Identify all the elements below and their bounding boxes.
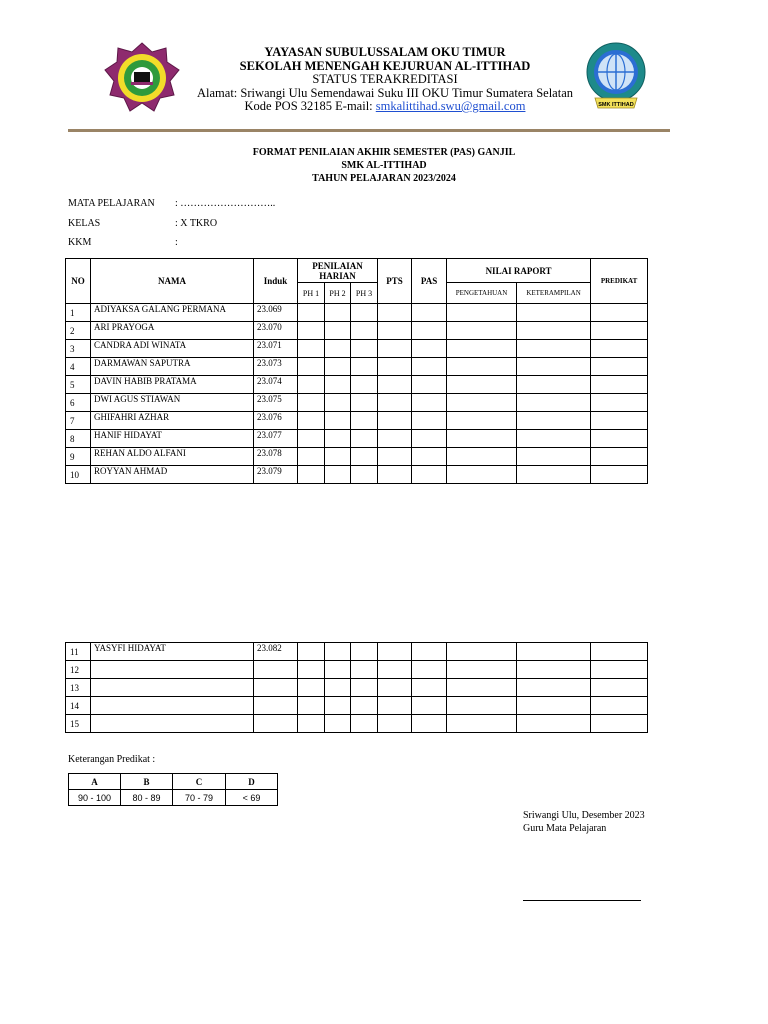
cell-predikat[interactable] [591, 466, 648, 484]
cell-keterampilan[interactable] [517, 376, 591, 394]
cell-pts[interactable] [378, 322, 412, 340]
row-number: 6 [66, 394, 91, 412]
predicate-grade: B [121, 774, 173, 790]
table-row [66, 340, 648, 358]
predicate-ranges-row [69, 790, 278, 806]
predicate-range: < 69 [226, 790, 278, 806]
student-induk: 23.076 [254, 412, 298, 430]
student-induk: 23.070 [254, 322, 298, 340]
cell-ph2[interactable] [325, 394, 351, 412]
student-induk: 23.069 [254, 304, 298, 322]
accreditation-status: STATUS TERAKREDITASI [312, 72, 458, 86]
signature-place-date: Sriwangi Ulu, Desember 2023 [523, 810, 645, 821]
cell-ph1[interactable] [298, 715, 325, 733]
row-number: 9 [66, 448, 91, 466]
student-induk [254, 697, 298, 715]
cell-pts[interactable] [378, 448, 412, 466]
cell-keterampilan[interactable] [517, 448, 591, 466]
row-number: 15 [66, 715, 91, 733]
title-line-3: TAHUN PELAJARAN 2023/2024 [312, 173, 456, 184]
cell-ph2[interactable] [325, 304, 351, 322]
cell-ph2[interactable] [325, 466, 351, 484]
cell-pas[interactable] [412, 661, 447, 679]
cell-keterampilan[interactable] [517, 679, 591, 697]
school-name: SEKOLAH MENENGAH KEJURUAN AL-ITTIHAD [239, 58, 531, 73]
cell-ph3[interactable] [351, 358, 378, 376]
cell-ph1[interactable] [298, 430, 325, 448]
cell-ph3[interactable] [351, 322, 378, 340]
cell-pts[interactable] [378, 304, 412, 322]
cell-keterampilan[interactable] [517, 304, 591, 322]
cell-keterampilan[interactable] [517, 394, 591, 412]
student-name: YASYFI HIDAYAT [91, 643, 254, 661]
cell-ph1[interactable] [298, 679, 325, 697]
cell-ph1[interactable] [298, 466, 325, 484]
cell-ph3[interactable] [351, 430, 378, 448]
cell-pts[interactable] [378, 412, 412, 430]
cell-ph1[interactable] [298, 661, 325, 679]
cell-pengetahuan[interactable] [447, 661, 517, 679]
cell-keterampilan[interactable] [517, 661, 591, 679]
cell-pengetahuan[interactable] [447, 412, 517, 430]
predicate-range: 70 - 79 [173, 790, 226, 806]
grades-table-body [66, 304, 648, 484]
header-pas: PAS [412, 259, 447, 304]
cell-ph3[interactable] [351, 394, 378, 412]
cell-ph1[interactable] [298, 340, 325, 358]
cell-ph3[interactable] [351, 412, 378, 430]
row-number: 13 [66, 679, 91, 697]
table-row [66, 448, 648, 466]
cell-keterampilan[interactable] [517, 322, 591, 340]
cell-ph2[interactable] [325, 448, 351, 466]
student-induk: 23.073 [254, 358, 298, 376]
row-number: 4 [66, 358, 91, 376]
cell-pts[interactable] [378, 697, 412, 715]
student-name [91, 697, 254, 715]
cell-ph1[interactable] [298, 322, 325, 340]
cell-pts[interactable] [378, 661, 412, 679]
cell-pengetahuan[interactable] [447, 376, 517, 394]
email-link[interactable]: smkalittihad.swu@gmail.com [375, 99, 526, 113]
cell-ph1[interactable] [298, 376, 325, 394]
student-name: HANIF HIDAYAT [91, 430, 254, 448]
header-predikat: PREDIKAT [591, 259, 648, 304]
cell-keterampilan[interactable] [517, 358, 591, 376]
cell-pas[interactable] [412, 715, 447, 733]
cell-pas[interactable] [412, 322, 447, 340]
cell-predikat[interactable] [591, 448, 648, 466]
cell-ph2[interactable] [325, 661, 351, 679]
cell-predikat[interactable] [591, 394, 648, 412]
row-number: 2 [66, 322, 91, 340]
class-label: KELAS [68, 218, 101, 229]
cell-pengetahuan[interactable] [447, 448, 517, 466]
cell-pas[interactable] [412, 643, 447, 661]
cell-predikat[interactable] [591, 679, 648, 697]
header-pts: PTS [378, 259, 412, 304]
cell-pengetahuan[interactable] [447, 322, 517, 340]
student-induk: 23.075 [254, 394, 298, 412]
table-row [66, 322, 648, 340]
predicate-grade: C [173, 774, 226, 790]
cell-ph2[interactable] [325, 322, 351, 340]
table-row [66, 358, 648, 376]
right-logo-text: SMK ITTIHAD [598, 102, 634, 108]
cell-keterampilan[interactable] [517, 340, 591, 358]
predicate-range: 90 - 100 [69, 790, 121, 806]
cell-pengetahuan[interactable] [447, 679, 517, 697]
header-divider [68, 129, 670, 132]
header-ph1: PH 1 [298, 283, 325, 304]
cell-predikat[interactable] [591, 304, 648, 322]
postal-code: Kode POS 32185 E-mail: [244, 99, 376, 113]
table-row [66, 661, 648, 679]
title-line-2: SMK AL-ITTIHAD [341, 160, 427, 171]
cell-ph1[interactable] [298, 412, 325, 430]
cell-pts[interactable] [378, 679, 412, 697]
cell-keterampilan[interactable] [517, 412, 591, 430]
student-induk: 23.082 [254, 643, 298, 661]
table-row [66, 430, 648, 448]
class-value: : X TKRO [175, 218, 218, 229]
cell-pas[interactable] [412, 448, 447, 466]
cell-ph3[interactable] [351, 376, 378, 394]
student-induk [254, 679, 298, 697]
signature-role: Guru Mata Pelajaran [523, 823, 607, 834]
cell-pas[interactable] [412, 466, 447, 484]
student-name: ADIYAKSA GALANG PERMANA [91, 304, 254, 322]
table-row [66, 643, 648, 661]
cell-pts[interactable] [378, 394, 412, 412]
cell-ph3[interactable] [351, 679, 378, 697]
row-number: 12 [66, 661, 91, 679]
predicate-table [68, 773, 278, 806]
cell-pts[interactable] [378, 715, 412, 733]
cell-predikat[interactable] [591, 340, 648, 358]
student-induk: 23.079 [254, 466, 298, 484]
table-row [66, 697, 648, 715]
header-ph3: PH 3 [351, 283, 378, 304]
cell-ph3[interactable] [351, 466, 378, 484]
grades-table [65, 258, 648, 484]
student-name: REHAN ALDO ALFANI [91, 448, 254, 466]
cell-keterampilan[interactable] [517, 697, 591, 715]
cell-ph1[interactable] [298, 394, 325, 412]
cell-ph3[interactable] [351, 697, 378, 715]
subject-value: : ……………………….. [175, 198, 276, 209]
header-keterampilan: KETERAMPILAN [517, 283, 591, 304]
cell-ph2[interactable] [325, 430, 351, 448]
row-number: 14 [66, 697, 91, 715]
cell-predikat[interactable] [591, 661, 648, 679]
row-number: 7 [66, 412, 91, 430]
cell-ph3[interactable] [351, 304, 378, 322]
cell-keterampilan[interactable] [517, 715, 591, 733]
cell-ph1[interactable] [298, 643, 325, 661]
cell-pengetahuan[interactable] [447, 466, 517, 484]
cell-ph1[interactable] [298, 697, 325, 715]
cell-ph2[interactable] [325, 643, 351, 661]
cell-predikat[interactable] [591, 412, 648, 430]
cell-pengetahuan[interactable] [447, 715, 517, 733]
cell-ph2[interactable] [325, 679, 351, 697]
signature-line [523, 900, 641, 901]
student-name: DWI AGUS STIAWAN [91, 394, 254, 412]
student-name [91, 715, 254, 733]
cell-predikat[interactable] [591, 643, 648, 661]
cell-keterampilan[interactable] [517, 430, 591, 448]
cell-pas[interactable] [412, 394, 447, 412]
student-name [91, 679, 254, 697]
header-nama: NAMA [91, 259, 254, 304]
cell-pas[interactable] [412, 304, 447, 322]
cell-pengetahuan[interactable] [447, 430, 517, 448]
predicate-grade: A [69, 774, 121, 790]
cell-pts[interactable] [378, 430, 412, 448]
cell-pengetahuan[interactable] [447, 643, 517, 661]
cell-pas[interactable] [412, 376, 447, 394]
title-line-1: FORMAT PENILAIAN AKHIR SEMESTER (PAS) GANJIL [252, 147, 516, 158]
student-name: ARI PRAYOGA [91, 322, 254, 340]
cell-pas[interactable] [412, 340, 447, 358]
cell-pas[interactable] [412, 430, 447, 448]
student-name: GHIFAHRI AZHAR [91, 412, 254, 430]
student-induk: 23.077 [254, 430, 298, 448]
cell-ph3[interactable] [351, 448, 378, 466]
cell-pts[interactable] [378, 340, 412, 358]
table-row [66, 715, 648, 733]
cell-ph1[interactable] [298, 448, 325, 466]
cell-ph3[interactable] [351, 643, 378, 661]
row-number: 11 [66, 643, 91, 661]
header-no: NO [66, 259, 91, 304]
letterhead [150, 46, 620, 114]
header-nilai-raport: NILAI RAPORT [447, 259, 591, 283]
table-row [66, 679, 648, 697]
cell-pengetahuan[interactable] [447, 304, 517, 322]
student-induk: 23.071 [254, 340, 298, 358]
cell-pts[interactable] [378, 376, 412, 394]
row-number: 10 [66, 466, 91, 484]
kkm-value: : [175, 237, 178, 248]
cell-ph2[interactable] [325, 340, 351, 358]
row-number: 5 [66, 376, 91, 394]
predicate-grades-row [69, 774, 278, 790]
row-number: 3 [66, 340, 91, 358]
cell-pas[interactable] [412, 679, 447, 697]
school-address: Alamat: Sriwangi Ulu Semendawai Suku III OKU Timur Sumatera Selatan [197, 85, 573, 100]
cell-ph1[interactable] [298, 304, 325, 322]
cell-pas[interactable] [412, 412, 447, 430]
predicate-label: Keterangan Predikat : [68, 754, 156, 765]
cell-pts[interactable] [378, 358, 412, 376]
document-title [0, 146, 768, 185]
cell-pts[interactable] [378, 466, 412, 484]
student-name [91, 661, 254, 679]
cell-ph1[interactable] [298, 358, 325, 376]
grades-table-continued-body [66, 643, 648, 733]
foundation-name: YAYASAN SUBULUSSALAM OKU TIMUR [264, 45, 506, 59]
row-number: 1 [66, 304, 91, 322]
student-name: CANDRA ADI WINATA [91, 340, 254, 358]
header-pengetahuan: PENGETAHUAN [447, 283, 517, 304]
student-induk: 23.074 [254, 376, 298, 394]
cell-ph2[interactable] [325, 697, 351, 715]
student-name: DAVIN HABIB PRATAMA [91, 376, 254, 394]
student-induk: 23.078 [254, 448, 298, 466]
table-row [66, 412, 648, 430]
cell-pas[interactable] [412, 697, 447, 715]
postal-email-line [150, 100, 620, 114]
cell-predikat[interactable] [591, 376, 648, 394]
student-induk [254, 661, 298, 679]
cell-keterampilan[interactable] [517, 466, 591, 484]
cell-predikat[interactable] [591, 697, 648, 715]
cell-pengetahuan[interactable] [447, 394, 517, 412]
predicate-grade: D [226, 774, 278, 790]
student-name: ROYYAN AHMAD [91, 466, 254, 484]
table-row [66, 394, 648, 412]
predicate-range: 80 - 89 [121, 790, 173, 806]
cell-predikat[interactable] [591, 322, 648, 340]
cell-ph2[interactable] [325, 376, 351, 394]
cell-ph2[interactable] [325, 358, 351, 376]
header-ph2: PH 2 [325, 283, 351, 304]
cell-ph3[interactable] [351, 340, 378, 358]
table-row [66, 304, 648, 322]
grades-table-continued [65, 642, 648, 733]
student-induk [254, 715, 298, 733]
subject-label: MATA PELAJARAN [68, 198, 155, 209]
table-row [66, 466, 648, 484]
table-row [66, 376, 648, 394]
cell-pengetahuan[interactable] [447, 697, 517, 715]
cell-pengetahuan[interactable] [447, 358, 517, 376]
kkm-label: KKM [68, 237, 92, 248]
cell-predikat[interactable] [591, 715, 648, 733]
cell-ph3[interactable] [351, 715, 378, 733]
cell-predikat[interactable] [591, 430, 648, 448]
cell-keterampilan[interactable] [517, 643, 591, 661]
header-penilaian-harian: PENILAIAN HARIAN [298, 259, 378, 283]
cell-ph3[interactable] [351, 661, 378, 679]
cell-ph2[interactable] [325, 412, 351, 430]
row-number: 8 [66, 430, 91, 448]
cell-pts[interactable] [378, 643, 412, 661]
cell-ph2[interactable] [325, 715, 351, 733]
header-induk: Induk [254, 259, 298, 304]
cell-pas[interactable] [412, 358, 447, 376]
cell-pengetahuan[interactable] [447, 340, 517, 358]
info-block [68, 198, 368, 258]
student-name: DARMAWAN SAPUTRA [91, 358, 254, 376]
cell-predikat[interactable] [591, 358, 648, 376]
